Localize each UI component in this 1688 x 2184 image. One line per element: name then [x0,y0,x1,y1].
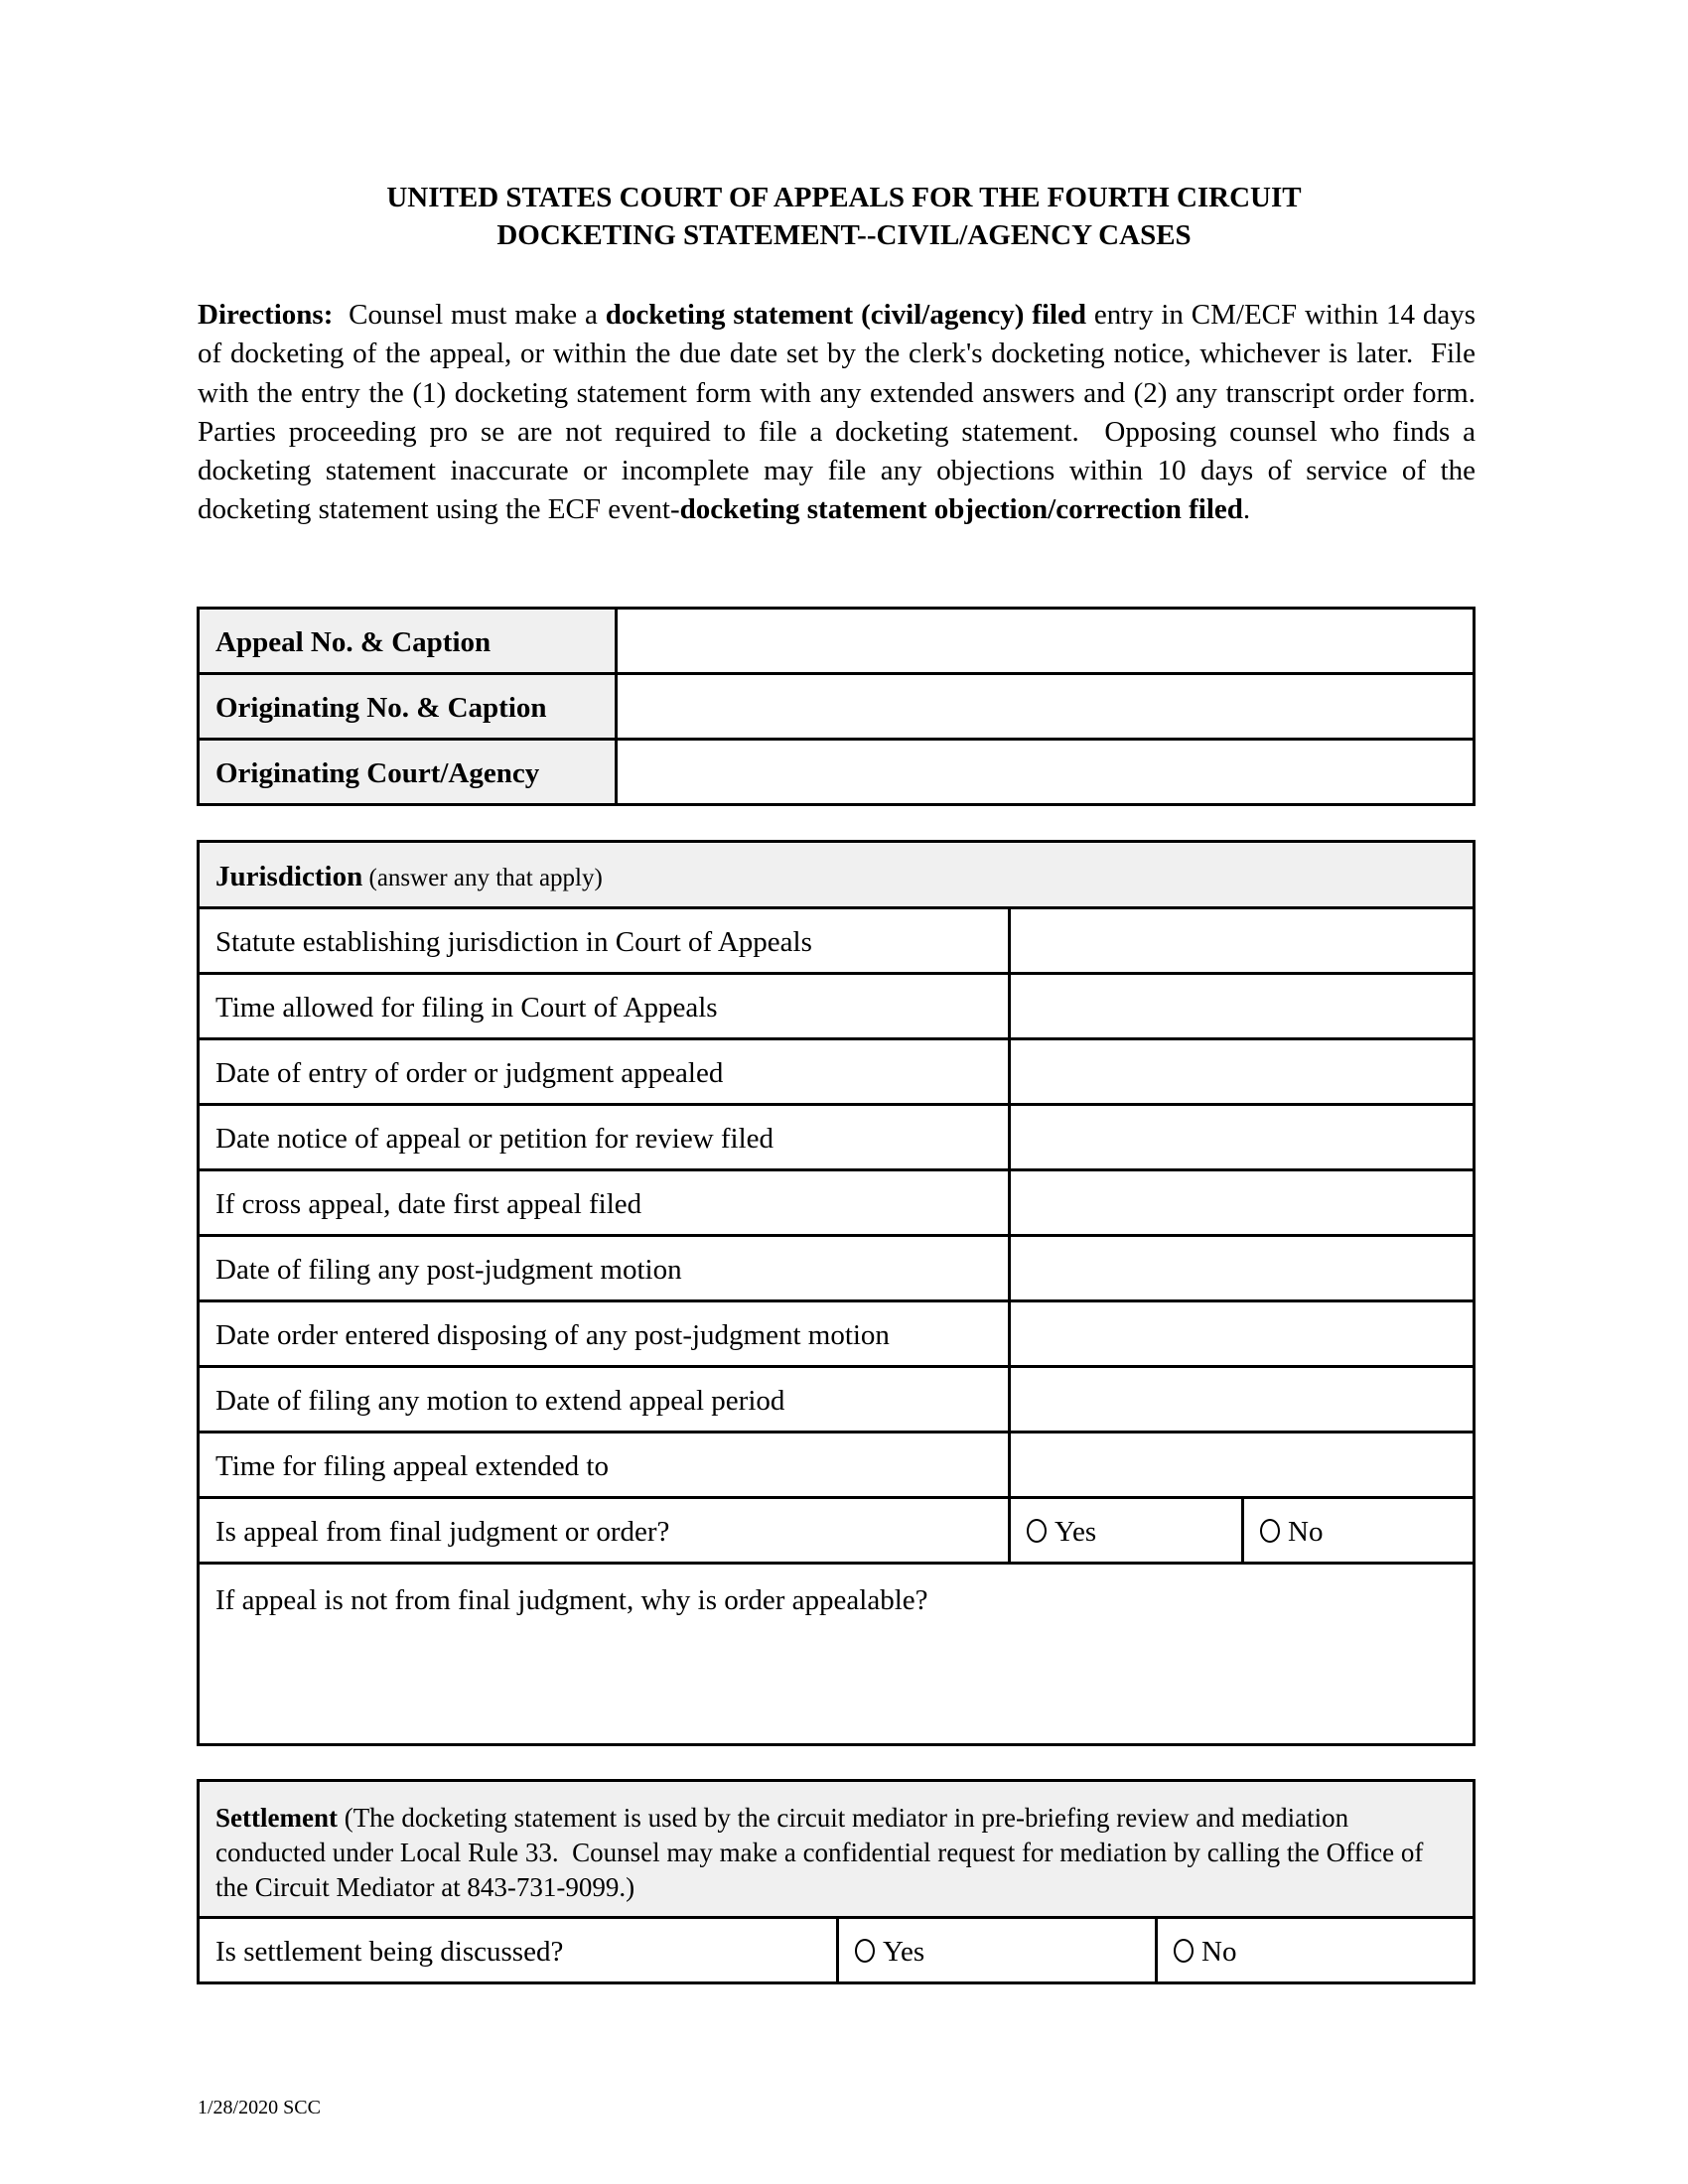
table-row [199,1498,1475,1564]
answer-field[interactable] [1010,1170,1475,1236]
answer-field[interactable] [1010,1236,1475,1301]
table-row [199,1039,1475,1105]
section-note: (answer any that apply) [362,864,603,891]
field-label: If cross appeal, date first appeal filed [199,1170,1010,1236]
field-label: Date of filing any post-judgment motion [199,1236,1010,1301]
settlement-no-option[interactable] [1157,1918,1475,1983]
originating-court-field[interactable] [617,740,1475,805]
directions-bold: docketing statement objection/correction filed [679,493,1243,526]
field-label: Date of filing any motion to extend appeal period [199,1367,1010,1433]
directions-bold: docketing statement (civil/agency) filed [605,299,1087,331]
option-label: Yes [883,1936,925,1968]
table-row [199,1918,1475,1983]
directions-text: entry in CM/ECF within 14 days of docketing of the appeal, or within the due date set by the clerk's docketing notice, whichever is later. File with the entry the (1) docketing statement form with any extended answers and (2) any transcript order form. Parties proceeding pro se are not required to file a docketing statement. Opposing counsel who finds a docketing statement inaccurate or incomplete may file any objections within 10 days of service of the docketing statement using the ECF event- [198,299,1490,526]
answer-field[interactable] [1010,1367,1475,1433]
table-row [199,609,1475,674]
section-note: (The docketing statement is used by the circuit mediator in pre-briefing review and mediation conducted under Local Rule 33. Counsel may make a confidential request for mediation by calling the Office of the Circuit Mediator at 843-731-9099.) [215,1803,1431,1902]
field-label: Time for filing appeal extended to [199,1433,1010,1498]
form-name: DOCKETING STATEMENT--CIVIL/AGENCY CASES [496,219,1192,251]
radio-icon[interactable] [1027,1519,1047,1543]
directions-text: Counsel must make a [333,299,606,331]
answer-field[interactable] [1010,1433,1475,1498]
caption-table [197,607,1476,806]
directions-label: Directions: [198,299,334,331]
table-row [199,740,1475,805]
directions-text: . [1242,493,1251,526]
field-label: Date order entered disposing of any post-judgment motion [199,1301,1010,1367]
option-label: No [1288,1516,1324,1548]
footer-date: 1/28/2020 SCC [198,2097,321,2118]
table-row [199,1170,1475,1236]
field-label: Originating Court/Agency [199,740,617,805]
option-label: Yes [1055,1516,1097,1548]
answer-field[interactable] [1010,1105,1475,1170]
field-label: Appeal No. & Caption [199,609,617,674]
table-row [199,974,1475,1039]
table-row [199,1105,1475,1170]
court-name: UNITED STATES COURT OF APPEALS FOR THE FOURTH CIRCUIT [386,182,1302,213]
answer-field[interactable] [1010,1039,1475,1105]
field-label: Date notice of appeal or petition for review filed [199,1105,1010,1170]
table-row [199,1301,1475,1367]
settlement-yes-option[interactable] [838,1918,1157,1983]
table-row [199,1433,1475,1498]
section-header [199,1781,1475,1918]
radio-icon[interactable] [855,1939,875,1963]
field-label: Date of entry of order or judgment appealed [199,1039,1010,1105]
table-row [199,1236,1475,1301]
why-appealable-field[interactable] [199,1564,1475,1745]
settlement-table [197,1779,1476,1984]
section-header [199,842,1475,908]
field-label: Originating No. & Caption [199,674,617,740]
radio-icon[interactable] [1260,1519,1280,1543]
table-row [199,1367,1475,1433]
field-label: Is settlement being discussed? [199,1918,838,1983]
form-title [0,179,1688,254]
table-row [199,1564,1475,1745]
field-label: If appeal is not from final judgment, why is order appealable? [215,1584,928,1616]
field-label: Is appeal from final judgment or order? [199,1498,1010,1564]
section-title: Settlement [215,1803,338,1833]
jurisdiction-table [197,840,1476,1746]
table-row [199,674,1475,740]
answer-field[interactable] [1010,1301,1475,1367]
field-label: Statute establishing jurisdiction in Court of Appeals [199,908,1010,974]
field-label: Time allowed for filing in Court of Appeals [199,974,1010,1039]
section-title: Jurisdiction [215,860,363,892]
originating-no-field[interactable] [617,674,1475,740]
answer-field[interactable] [1010,974,1475,1039]
radio-icon[interactable] [1174,1939,1194,1963]
appeal-no-field[interactable] [617,609,1475,674]
option-label: No [1201,1936,1237,1968]
final-yes-option[interactable] [1010,1498,1243,1564]
answer-field[interactable] [1010,908,1475,974]
directions [198,296,1490,530]
table-row [199,908,1475,974]
final-no-option[interactable] [1243,1498,1475,1564]
